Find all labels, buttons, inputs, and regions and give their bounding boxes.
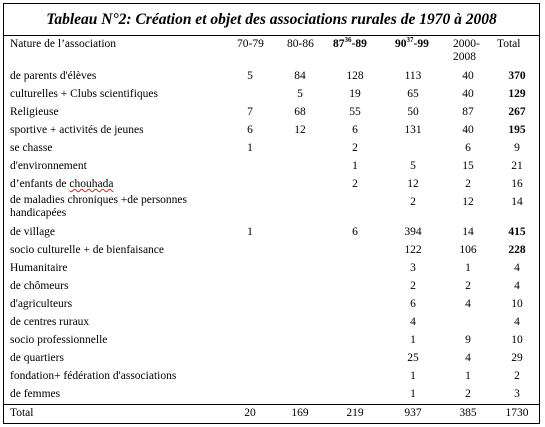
cell-total: 228: [508, 244, 526, 256]
table-row: [4, 104, 539, 122]
col-header-2000-2008: 2000-2008: [453, 38, 480, 63]
row-label: d'agriculteurs: [10, 298, 73, 310]
table-row: [4, 296, 539, 314]
cell-total: 195: [508, 124, 526, 136]
cell-80-86: [275, 224, 325, 242]
total-row: [4, 405, 539, 423]
cell-90-99: 12: [407, 178, 419, 190]
cell-90-99: 1: [410, 388, 416, 400]
cell-2000-2008: 1: [465, 262, 471, 274]
cell-2000-2008: 14: [462, 226, 474, 238]
footnote-36: 36: [344, 36, 352, 44]
table-row: [4, 350, 539, 368]
table-row: [4, 260, 539, 278]
cell-87-89: 6: [352, 226, 358, 238]
cell-87-89: [325, 314, 385, 332]
table-row: [4, 278, 539, 296]
col-header-87-89: [325, 36, 385, 68]
cell-90-99: 394: [404, 226, 422, 238]
table-body: [4, 68, 539, 422]
cell-80-86: [275, 242, 325, 260]
row-label: Humanitaire: [10, 262, 68, 274]
cell-2000-2008: 9: [465, 334, 471, 346]
row-label: de parents d'élèves: [10, 70, 97, 82]
cell-90-99: 50: [407, 106, 419, 118]
col-header-90-tail: -99: [413, 38, 429, 50]
cell-90-99: 131: [404, 124, 422, 136]
cell-70-79: [225, 194, 275, 224]
cell-90-99: 3: [410, 262, 416, 274]
cell-80-86: [275, 158, 325, 176]
cell-87-89: [325, 242, 385, 260]
cell-2000-2008: 87: [462, 106, 474, 118]
cell-total: 1730: [495, 405, 539, 423]
table-title: Tableau N°2: Création et objet des associations rurales de 1970 à 2008: [4, 4, 539, 36]
cell-80-86: [275, 386, 325, 405]
cell-87-89: [325, 194, 385, 224]
cell-2000-2008: 2: [465, 388, 471, 400]
header-row: [4, 36, 539, 68]
table-row: [4, 242, 539, 260]
cell-70-79: 20: [225, 405, 275, 423]
cell-70-79: [225, 176, 275, 194]
cell-87-89: [325, 260, 385, 278]
cell-80-86: [275, 194, 325, 224]
table-row: [4, 386, 539, 405]
cell-2000-2008: [441, 314, 495, 332]
cell-87-89: [325, 350, 385, 368]
cell-70-79: [225, 278, 275, 296]
row-label: de maladies chroniques +de personnes handicapées: [10, 194, 188, 219]
cell-87-89: [325, 296, 385, 314]
col-header-90-99: [385, 36, 441, 68]
cell-80-86: [275, 260, 325, 278]
cell-70-79: [225, 368, 275, 386]
cell-90-99: 65: [407, 88, 419, 100]
cell-total: 16: [511, 178, 523, 190]
cell-70-79: [225, 86, 275, 104]
cell-87-89: [325, 386, 385, 405]
col-header-80-86: 80-86: [287, 38, 314, 50]
cell-total: 3: [514, 388, 520, 400]
cell-70-79: [225, 332, 275, 350]
cell-70-79: 1: [247, 142, 253, 154]
cell-87-89: [325, 278, 385, 296]
cell-2000-2008: 106: [459, 244, 477, 256]
table-row: [4, 332, 539, 350]
cell-90-99: 1: [410, 334, 416, 346]
cell-87-89: 219: [325, 405, 385, 423]
cell-80-86: [275, 314, 325, 332]
cell-80-86: [275, 140, 325, 158]
cell-total: 2: [514, 370, 520, 382]
row-label: de quartiers: [10, 352, 64, 364]
table-row: [4, 176, 539, 194]
cell-80-86: [275, 296, 325, 314]
cell-87-89: 1: [352, 160, 358, 172]
table-row: [4, 194, 539, 224]
cell-total: 4: [514, 316, 520, 328]
cell-2000-2008: 2: [465, 178, 471, 190]
cell-70-79: [225, 296, 275, 314]
row-label: d’enfants de chouhada: [10, 178, 114, 190]
cell-total: 267: [508, 106, 526, 118]
cell-total: 29: [511, 352, 523, 364]
table-row: [4, 122, 539, 140]
row-label: socio culturelle + de bienfaisance: [10, 244, 165, 256]
cell-2000-2008: 12: [462, 196, 474, 208]
col-header-70-79: 70-79: [237, 38, 264, 50]
cell-2000-2008: 385: [441, 405, 495, 423]
cell-80-86: [275, 176, 325, 194]
table-row: [4, 68, 539, 86]
cell-total: 10: [511, 298, 523, 310]
cell-87-89: 2: [352, 142, 358, 154]
cell-80-86: [275, 350, 325, 368]
cell-90-99: 5: [410, 160, 416, 172]
cell-total: 4: [514, 262, 520, 274]
cell-90-99: 25: [407, 352, 419, 364]
table-row: [4, 86, 539, 104]
cell-total: 14: [511, 196, 523, 208]
cell-70-79: 1: [247, 226, 253, 238]
row-label: de centres ruraux: [10, 316, 90, 328]
spellcheck-word: chouhada: [69, 178, 114, 190]
cell-2000-2008: 6: [465, 142, 471, 154]
table-row: [4, 314, 539, 332]
cell-80-86: 5: [297, 88, 303, 100]
footnote-37: 37: [406, 36, 414, 44]
row-label: fondation+ fédération d'associations: [10, 370, 177, 382]
cell-70-79: [225, 260, 275, 278]
cell-2000-2008: 40: [462, 88, 474, 100]
cell-2000-2008: 2: [465, 280, 471, 292]
row-label: culturelles + Clubs scientifiques: [10, 88, 158, 100]
table-row: [4, 140, 539, 158]
total-label: Total: [4, 405, 225, 423]
cell-total: 21: [511, 160, 523, 172]
cell-70-79: 7: [247, 106, 253, 118]
cell-87-89: 128: [346, 70, 364, 82]
row-label: se chasse: [10, 142, 53, 154]
table-row: [4, 158, 539, 176]
cell-90-99: 4: [410, 316, 416, 328]
cell-2000-2008: 4: [465, 298, 471, 310]
table-row: [4, 224, 539, 242]
cell-80-86: [275, 368, 325, 386]
col-header-87-tail: -89: [351, 38, 367, 50]
row-label: Religieuse: [10, 106, 59, 118]
cell-2000-2008: 40: [462, 70, 474, 82]
cell-2000-2008: 15: [462, 160, 474, 172]
cell-90-99: 2: [410, 280, 416, 292]
cell-total: 415: [508, 226, 526, 238]
row-label: d'environnement: [10, 160, 87, 172]
cell-2000-2008: 4: [465, 352, 471, 364]
cell-80-86: 12: [294, 124, 306, 136]
cell-70-79: [225, 242, 275, 260]
cell-90-99: 113: [404, 70, 422, 82]
associations-table: [4, 36, 539, 422]
row-label: sportive + activités de jeunes: [10, 124, 144, 136]
col-header-nature: Nature de l’association: [10, 38, 117, 50]
cell-90-99: 6: [410, 298, 416, 310]
cell-80-86: 84: [294, 70, 306, 82]
row-label: socio professionnelle: [10, 334, 108, 346]
cell-70-79: [225, 314, 275, 332]
cell-70-79: [225, 350, 275, 368]
cell-87-89: [325, 332, 385, 350]
cell-90-99: 937: [385, 405, 441, 423]
cell-70-79: 6: [247, 124, 253, 136]
cell-87-89: 19: [349, 88, 361, 100]
col-header-90: 90: [395, 38, 407, 50]
cell-90-99: 122: [404, 244, 422, 256]
cell-80-86: 169: [275, 405, 325, 423]
cell-70-79: 5: [247, 70, 253, 82]
cell-2000-2008: 40: [462, 124, 474, 136]
cell-87-89: 6: [352, 124, 358, 136]
cell-total: 9: [514, 142, 520, 154]
cell-70-79: [225, 386, 275, 405]
cell-80-86: [275, 278, 325, 296]
cell-87-89: [325, 368, 385, 386]
row-label: de femmes: [10, 388, 61, 400]
table-row: [4, 368, 539, 386]
cell-70-79: [225, 158, 275, 176]
cell-90-99: 2: [410, 196, 416, 208]
col-header-total: Total: [497, 38, 521, 50]
cell-total: 370: [508, 70, 526, 82]
row-label: de village: [10, 226, 56, 238]
cell-80-86: 68: [294, 106, 306, 118]
table-frame: [3, 3, 540, 424]
cell-total: 4: [514, 280, 520, 292]
cell-87-89: 2: [352, 178, 358, 190]
cell-2000-2008: 1: [465, 370, 471, 382]
col-header-87: 87: [333, 38, 345, 50]
row-label: de chômeurs: [10, 280, 69, 292]
cell-90-99: 1: [410, 370, 416, 382]
cell-total: 10: [511, 334, 523, 346]
cell-total: 129: [508, 88, 526, 100]
cell-87-89: 55: [349, 106, 361, 118]
cell-80-86: [275, 332, 325, 350]
cell-90-99: [385, 140, 441, 158]
